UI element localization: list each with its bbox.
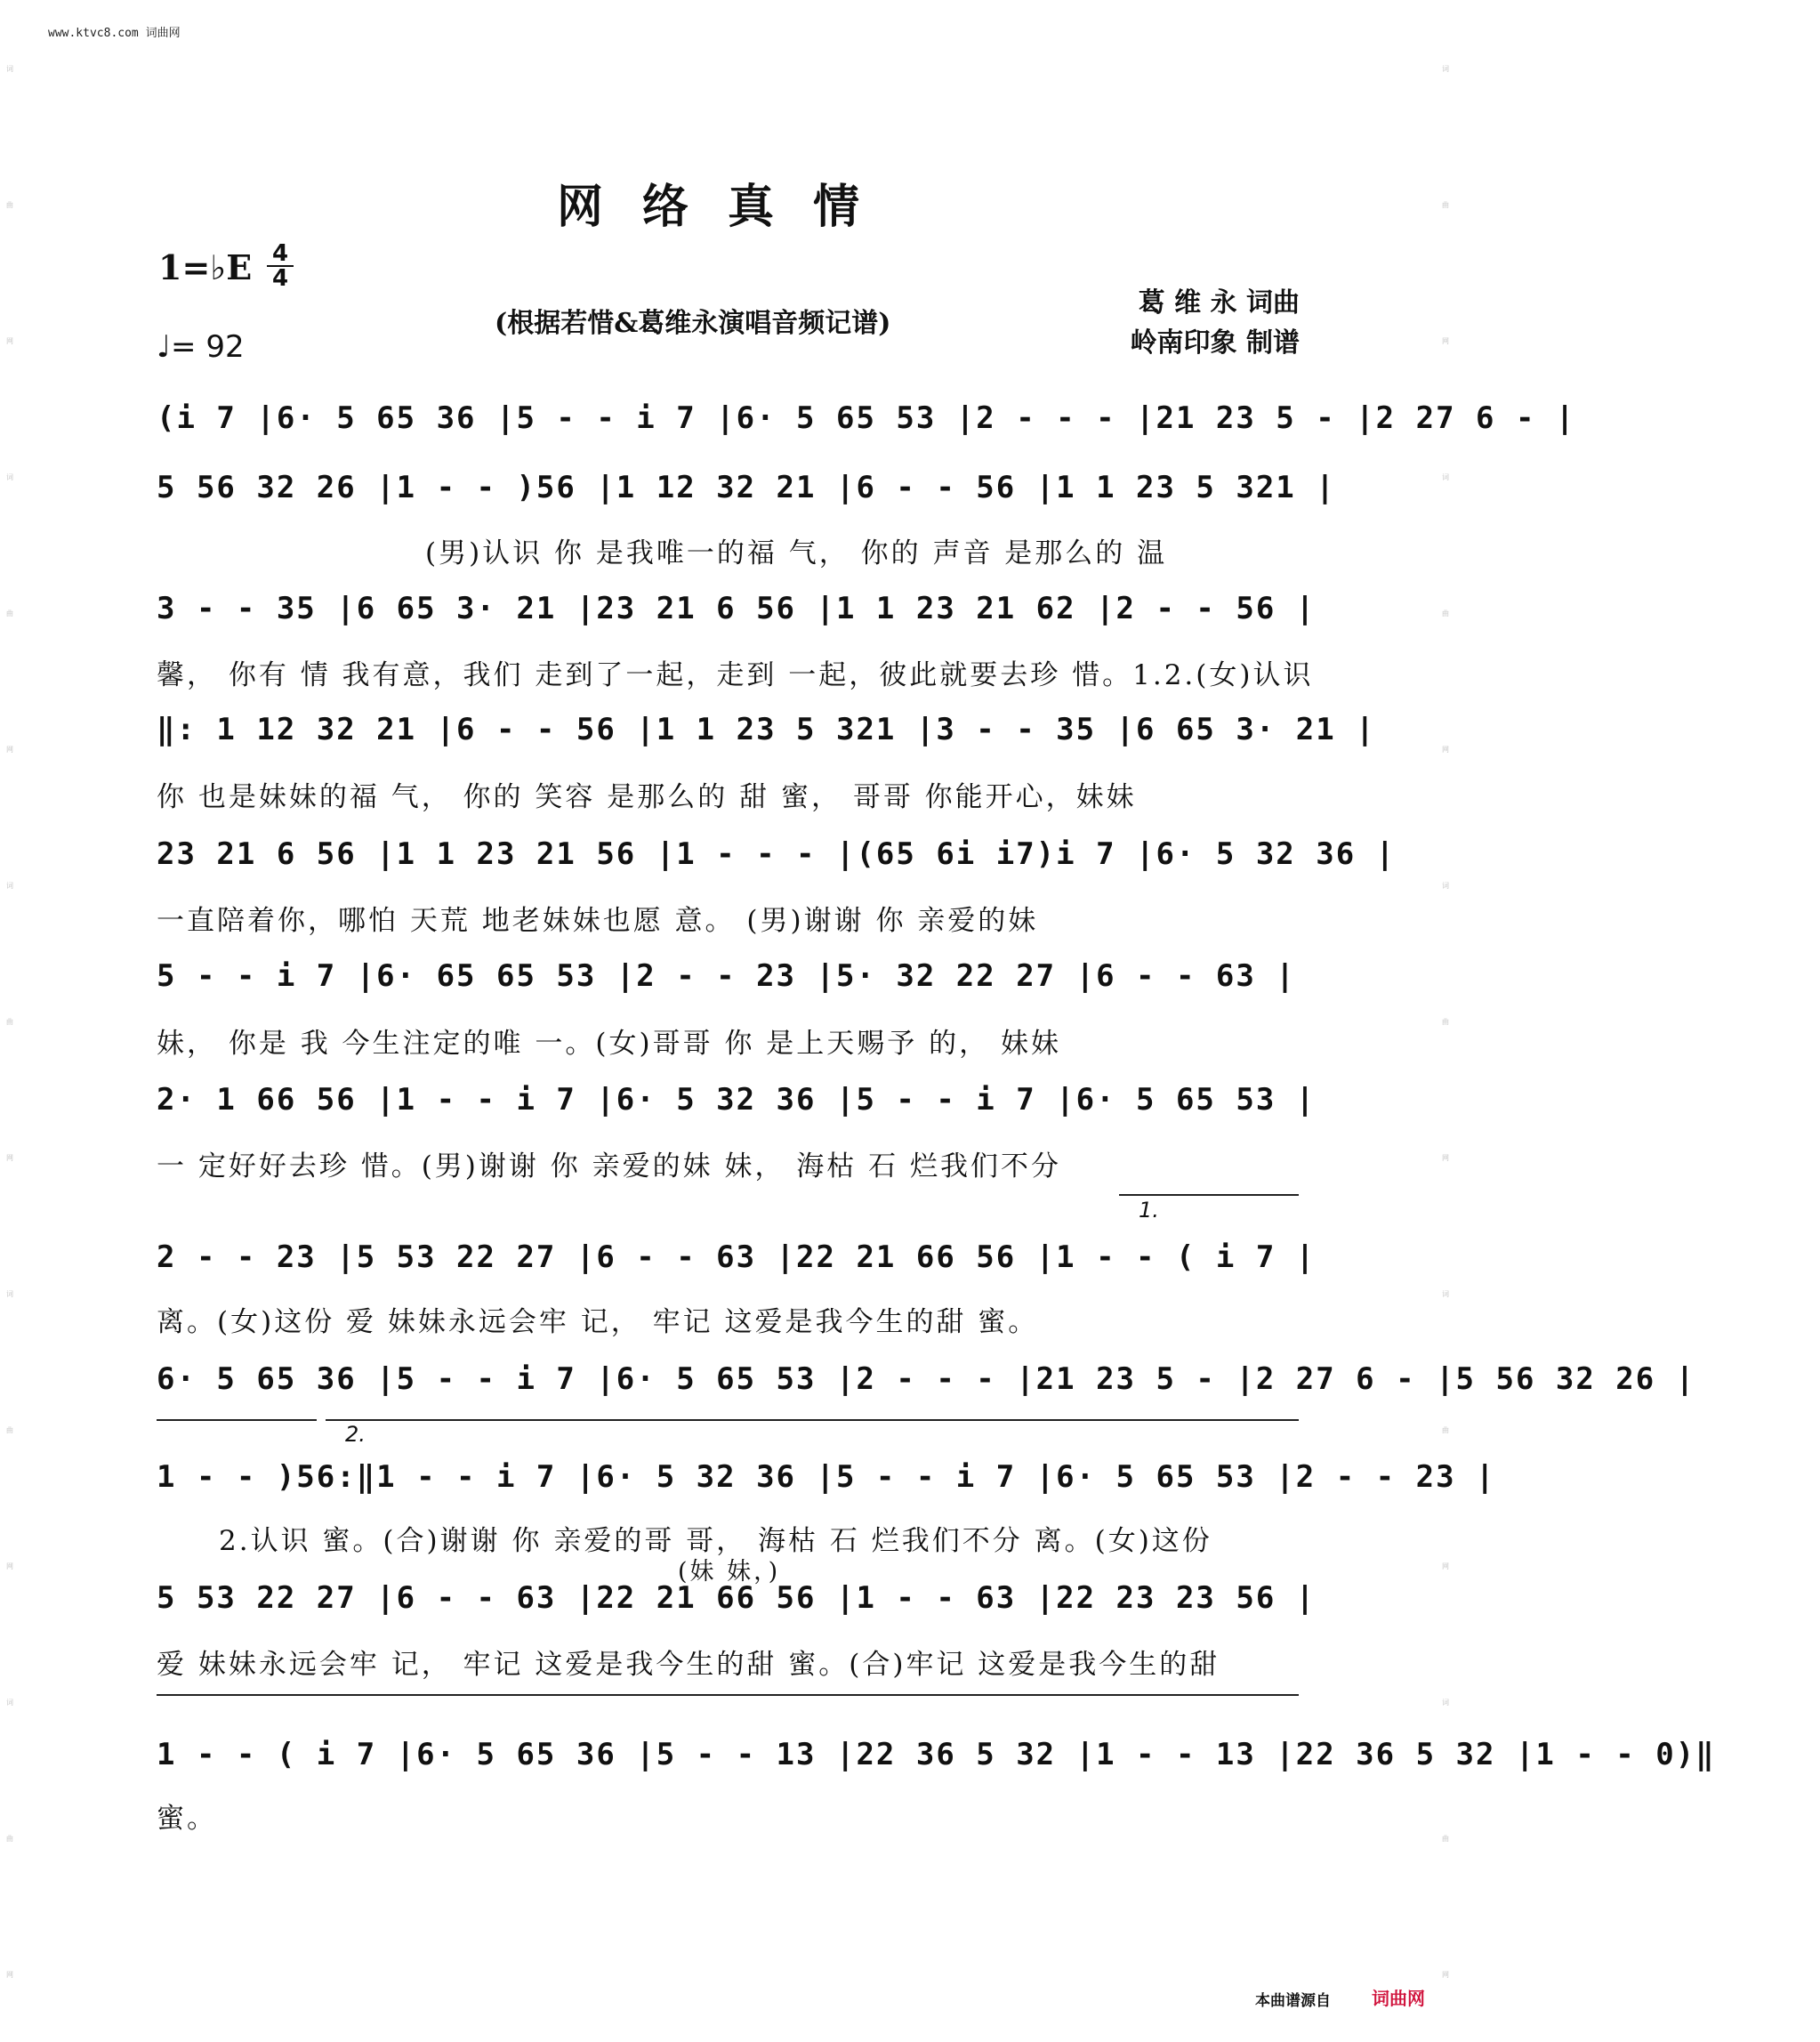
lyric-line: 一 定好好去珍 惜。(男)谢谢 你 亲爱的妹 妹， 海枯 石 烂我们不分 <box>157 1150 1062 1182</box>
lyric-line: 蜜。 <box>157 1803 217 1835</box>
music-line: (i 7 |6· 5 65 36 |5 - - i 7 |6· 5 65 53 |2 - - - |21 23 5 - |2 27 6 - | <box>157 400 1576 436</box>
source-note: (根据若惜&葛维永演唱音频记谱) <box>495 308 891 339</box>
music-line: 1 - - ( i 7 |6· 5 65 36 |5 - - 13 |22 36 5 32 |1 - - 13 |22 36 5 32 |1 - - 0)‖ <box>157 1737 1716 1772</box>
lyric-line: (男)认识 你 是我唯一的福 气， 你的 声音 是那么的 温 <box>425 537 1168 569</box>
volta-label-2: 2. <box>345 1422 366 1447</box>
left-watermark-strip: 词 曲 网 词 曲 网 词 曲 网 词 曲 网 词 曲 网 <box>5 64 14 1978</box>
footer-source-text: 本曲谱源自 <box>1255 1992 1331 2010</box>
music-line: 1 - - )56:‖1 - - i 7 |6· 5 32 36 |5 - - i 7 |6· 5 65 53 |2 - - 23 | <box>157 1459 1496 1495</box>
time-signature <box>267 242 294 290</box>
lyric-line-alt: (妹 妹，) <box>678 1558 781 1586</box>
music-line: ‖: 1 12 32 21 |6 - - 56 |1 1 23 5 321 |3 - - 35 |6 65 3· 21 | <box>157 712 1376 747</box>
meter-top: 4 <box>267 242 294 267</box>
music-line: 5 53 22 27 |6 - - 63 |22 21 66 56 |1 - - 63 |22 23 23 56 | <box>157 1580 1317 1616</box>
lyric-line: 一直陪着你，哪怕 天荒 地老妹妹也愿 意。 (男)谢谢 你 亲爱的妹 <box>157 905 1039 937</box>
key-signature: 1=♭E <box>158 247 253 287</box>
credit-composer: 葛 维 永 词曲 <box>1138 287 1300 319</box>
music-line: 5 56 32 26 |1 - - )56 |1 12 32 21 |6 - - 56 |1 1 23 5 321 | <box>157 470 1336 505</box>
system-rule <box>157 1694 1299 1696</box>
volta-bracket-2 <box>326 1419 1299 1421</box>
score-title: 网络真情 <box>556 180 898 234</box>
music-line: 2· 1 66 56 |1 - - i 7 |6· 5 32 36 |5 - - i 7 |6· 5 65 53 | <box>157 1082 1317 1118</box>
volta-bracket-1 <box>1119 1194 1299 1196</box>
music-line: 6· 5 65 36 |5 - - i 7 |6· 5 65 53 |2 - - - |21 23 5 - |2 27 6 - |5 56 32 26 | <box>157 1361 1696 1397</box>
volta-bracket-end <box>157 1419 317 1421</box>
site-logo[interactable]: 词曲网 <box>1372 1988 1425 2009</box>
right-watermark-strip: 词 曲 网 词 曲 网 词 曲 网 词 曲 网 词 曲 网 <box>1441 64 1450 1978</box>
music-line: 3 - - 35 |6 65 3· 21 |23 21 6 56 |1 1 23 21 62 |2 - - 56 | <box>157 591 1317 626</box>
lyric-line: 妹， 你是 我 今生注定的唯 一。(女)哥哥 你 是上天赐予 的， 妹妹 <box>157 1028 1062 1060</box>
music-line: 5 - - i 7 |6· 65 65 53 |2 - - 23 |5· 32 22 27 |6 - - 63 | <box>157 958 1296 994</box>
site-url[interactable]: www.ktvc8.com 词曲网 <box>48 27 181 40</box>
tempo-marking: ♩= 92 <box>157 329 245 365</box>
music-line: 2 - - 23 |5 53 22 27 |6 - - 63 |22 21 66 56 |1 - - ( i 7 | <box>157 1239 1317 1275</box>
volta-label-1: 1. <box>1139 1198 1159 1223</box>
lyric-line: 馨， 你有 情 我有意，我们 走到了一起，走到 一起，彼此就要去珍 惜。1.2.(女)认识 <box>157 659 1314 691</box>
music-line: 23 21 6 56 |1 1 23 21 56 |1 - - - |(65 6i i7)i 7 |6· 5 32 36 | <box>157 836 1397 872</box>
lyric-line: 爱 妹妹永远会牢 记， 牢记 这爱是我今生的甜 蜜。(合)牢记 这爱是我今生的甜 <box>157 1649 1220 1681</box>
credit-transcriber: 岭南印象 制谱 <box>1130 327 1300 359</box>
meter-bottom: 4 <box>271 265 289 292</box>
lyric-line: 离。(女)这份 爱 妹妹永远会牢 记， 牢记 这爱是我今生的甜 蜜。 <box>157 1306 1039 1338</box>
lyric-line: 你 也是妹妹的福 气， 你的 笑容 是那么的 甜 蜜， 哥哥 你能开心，妹妹 <box>157 781 1137 813</box>
lyric-line: 2.认识 蜜。(合)谢谢 你 亲爱的哥 哥， 海枯 石 烂我们不分 离。(女)这份 <box>219 1525 1212 1557</box>
